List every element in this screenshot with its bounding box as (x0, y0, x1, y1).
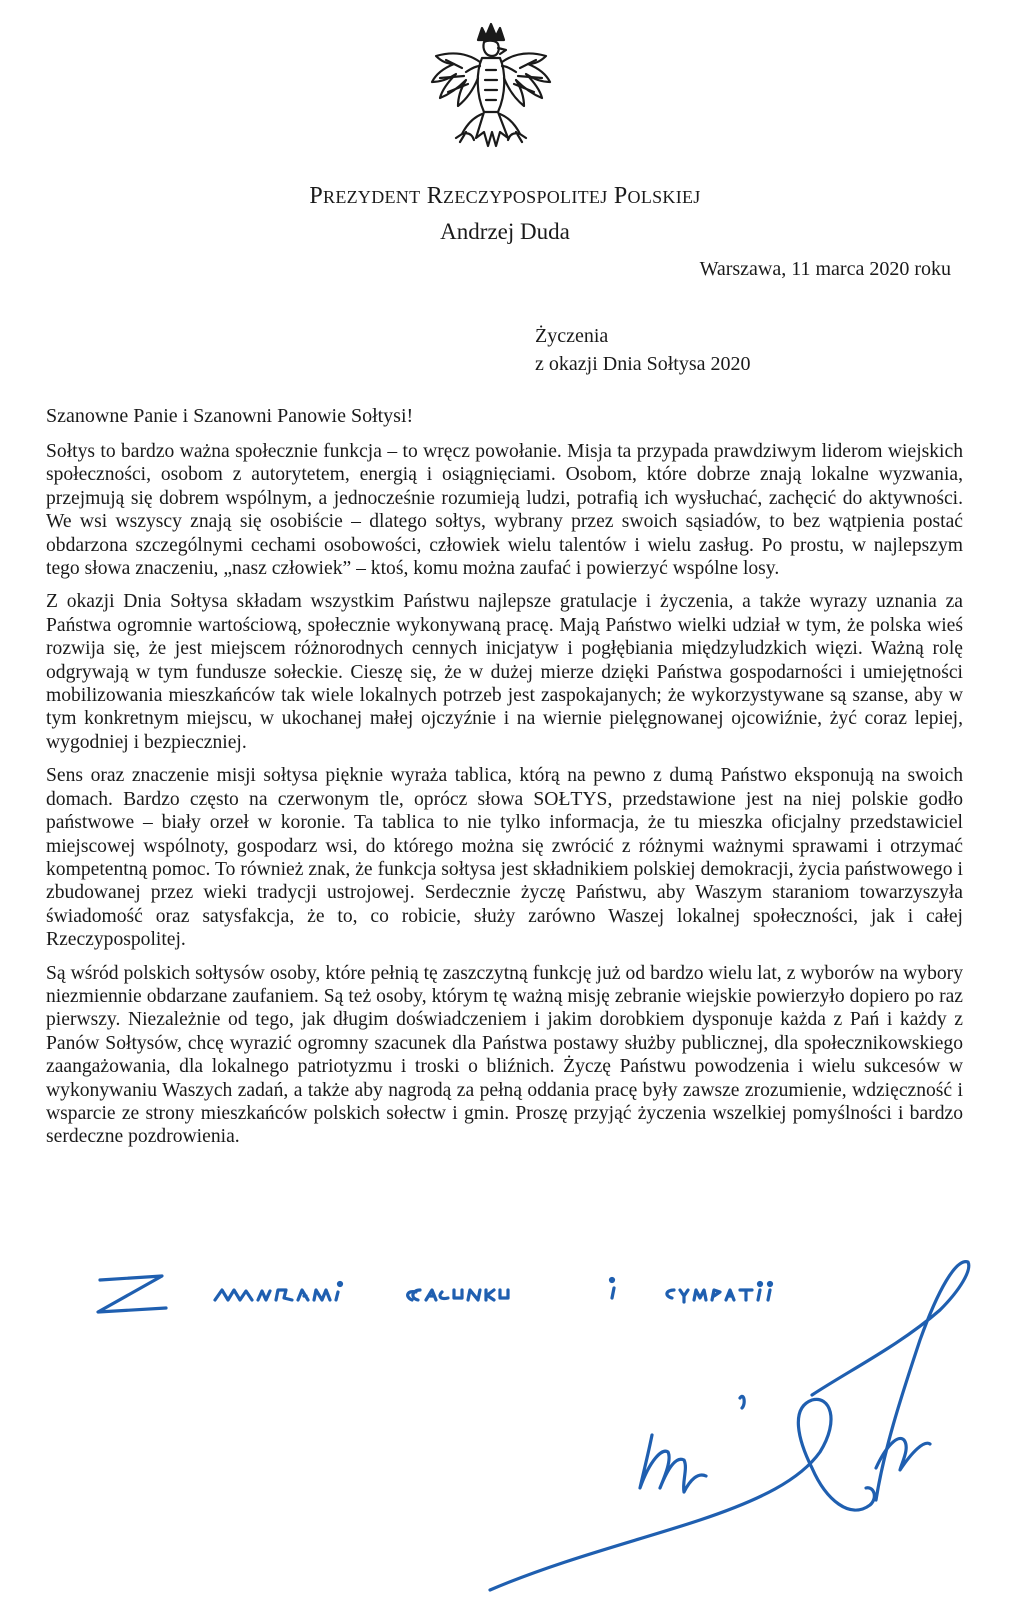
paragraph: Są wśród polskich sołtysów osoby, które pełnią tę zaszczytną funkcję już od bardzo wielu lat, z wyborów na wybory niezmiennie obdarzane zaufaniem. Są też osoby, którym tę ważną misję zebranie wiejskie powierzyło dopiero po raz pierwszy. Niezależnie od tego, jak długim doświadczeniem i jakim dorobkiem dysponuje każda z Pań i każdy z Panów Sołtysów, chcę wyrazić ogromny szacunek dla Państwa postawy służby publicznej, dla społecznikowskiego zaangażowania, dla lokalnego patriotyzmu i troski o bliźnich. Życzę Państwu powodzenia i wielu sukcesów w wykonywaniu Waszych zadań, a także aby nagrodą za pełną oddania pracę były zawsze zrozumienie, wdzięczność i wsparcie ze strony mieszkańców polskich sołectw i gmin. Proszę przyjąć życzenia wszelkiej pomyślności i bardzo serdeczne pozdrowienia. (46, 962, 963, 1148)
paragraph: Sens oraz znaczenie misji sołtysa pięknie wyraża tablica, którą na pewno z dumą Państwo eksponują na swoich domach. Bardzo często na czerwonym tle, oprócz słowa SOŁTYS, przedstawione jest na niej polskie godło państwowe – biały orzeł w koronie. Ta tablica to nie tylko informacja, że tu mieszka oficjalny przedstawiciel miejscowej wspólnoty, gospodarz wsi, do którego można się zwrócić z różnymi ważnymi sprawami i otrzymać kompetentną pomoc. To również znak, że funkcja sołtysa jest składnikiem polskiej demokracji, życia państwowego i zbudowanej przez wieki tradycji ustrojowej. Serdecznie życzę Państwu, aby Waszym staraniom towarzyszyła świadomość oraz satysfakcja, że to, co robicie, służy zarówno Waszej lokalnej społeczności, jak i całej Rzeczypospolitej. (46, 765, 963, 951)
letterhead-name: Andrzej Duda (440, 219, 570, 244)
letterhead-title: PREZYDENT RZECZYPOSPOLITEJ POLSKIEJ (309, 183, 701, 209)
paragraph: Sołtys to bardzo ważna społecznie funkcja – to wręcz powołanie. Misja ta przypada prawdziwym liderom wiejskich społeczności, osobom z autorytetem, energią i osiągnięciami. Osobom, które dobrze znają lokalne wyzwania, przejmują się dobrem wspólnym, a jednocześnie rozumieją ludzi, potrafią ich wysłuchać, zachęcić do aktywności. We wsi wszyscy znają się osobiście – dlatego sołtys, wybrany przez swoich sąsiadów, to bez wątpienia postać obdarzona szczególnymi cechami osobowości, człowiek wielu talentów i wielu zasług. Po prostu, w najlepszym tego słowa znaczeniu, „nasz człowiek” – ktoś, komu można zaufać i powierzyć wspólne losy. (46, 441, 963, 580)
salutation: Szanowne Panie i Szanowni Panowie Sołtysi! (46, 405, 414, 427)
white-eagle-emblem-icon (426, 22, 556, 172)
handwritten-signature-icon (0, 1250, 1010, 1600)
subject-line-2: z okazji Dnia Sołtysa 2020 (535, 353, 751, 375)
subject-line-1: Życzenia (535, 325, 609, 347)
letter-body (46, 440, 963, 1159)
paragraph: Z okazji Dnia Sołtysa składam wszystkim Państwu najlepsze gratulacje i życzenia, a także wyrazy uznania za Państwa ogromnie wartościową, społecznie wykonywaną pracę. Mają Państwo wielki udział w tym, że polska wieś rozwija się, że jest miejscem różnorodnych cennych inicjatyw i pogłębiania międzyludzkich więzi. Ważną rolę odgrywają w tym fundusze sołeckie. Cieszę się, że w dużej mierze dzięki Państwa gospodarności i umiejętności mobilizowania mieszkańców tak wiele lokalnych potrzeb jest zaspokajanych; że wykorzystywane są szanse, aby w tym konkretnym miejscu, w ukochanej małej ojczyźnie i na wiernie pielęgnowanej ojcowiźnie, żyć coraz lepiej, wygodniej i bezpieczniej. (46, 591, 963, 753)
letter-date: Warszawa, 11 marca 2020 roku (699, 258, 951, 280)
letter-subject (535, 322, 751, 378)
